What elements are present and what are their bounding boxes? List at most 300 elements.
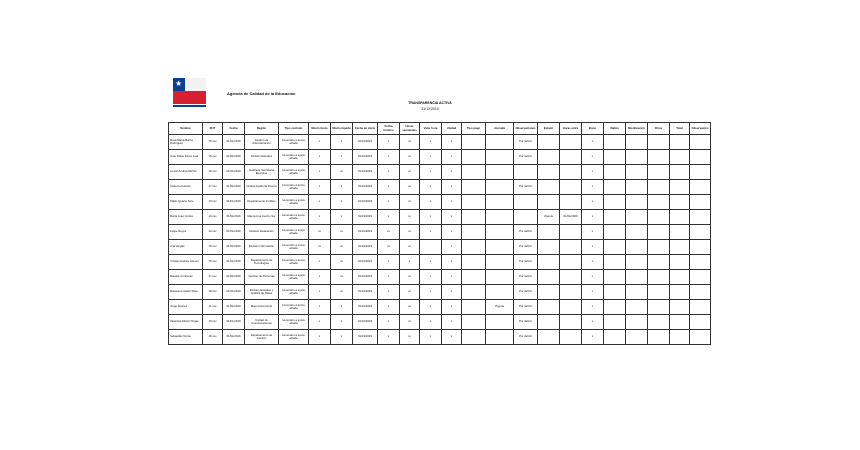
table-cell: Honorario a suma alzada	[279, 255, 309, 270]
table-cell: Cristian Andrés Gómez	[169, 255, 203, 270]
column-header: Región	[245, 123, 279, 135]
table-cell	[462, 300, 486, 315]
column-header: Total	[670, 123, 690, 135]
table-cell	[604, 270, 626, 285]
table-cell	[560, 240, 582, 255]
table-cell	[486, 330, 514, 345]
table-cell	[462, 165, 486, 180]
table-cell	[648, 330, 670, 345]
table-cell: 01/01/2019	[223, 195, 245, 210]
table-cell: x	[331, 315, 353, 330]
table-cell: x	[309, 210, 331, 225]
table-cell	[626, 180, 648, 195]
column-header: Bono	[582, 123, 604, 135]
table-cell: x	[331, 135, 353, 150]
table-cell	[626, 225, 648, 240]
table-cell: x	[420, 135, 442, 150]
table-row	[169, 270, 711, 285]
table-cell	[486, 180, 514, 195]
table-cell	[690, 270, 711, 285]
table-cell	[670, 165, 690, 180]
table-cell: 01/01/2019	[223, 225, 245, 240]
column-header: Observación	[690, 123, 711, 135]
table-cell: Unidad Auditoría Interna	[245, 180, 279, 195]
table-cell: 01/01/2019	[223, 300, 245, 315]
table-cell: 18.xxx	[203, 285, 223, 300]
table-cell: xx	[400, 195, 420, 210]
table-cell: Carla Fernández	[169, 180, 203, 195]
table-cell	[486, 240, 514, 255]
table-cell	[690, 300, 711, 315]
table-cell: x	[582, 255, 604, 270]
table-cell: Vigente	[538, 210, 560, 225]
table-cell	[538, 225, 560, 240]
table-cell	[690, 285, 711, 300]
table-cell: x	[582, 210, 604, 225]
table-cell: Por definir	[514, 285, 538, 300]
table-cell: x	[582, 150, 604, 165]
table-cell: Felipe Reyes	[169, 225, 203, 240]
table-cell	[626, 150, 648, 165]
table-cell: Gestión de Personas	[245, 270, 279, 285]
table-cell	[604, 150, 626, 165]
table-cell: Honorario a suma alzada	[279, 135, 309, 150]
table-cell	[560, 195, 582, 210]
table-cell	[604, 180, 626, 195]
table-cell: x	[331, 180, 353, 195]
table-cell: 01/01/2019	[223, 270, 245, 285]
table-cell	[604, 255, 626, 270]
table-cell: x	[442, 255, 462, 270]
table-cell	[486, 210, 514, 225]
table-cell	[560, 285, 582, 300]
table-cell: x	[442, 270, 462, 285]
table-cell: 16.xxx	[203, 165, 223, 180]
column-header: Fecha	[223, 123, 245, 135]
table-cell	[462, 195, 486, 210]
table-cell: x	[331, 300, 353, 315]
table-cell: Por definir	[514, 255, 538, 270]
table-cell: 01/01/2019	[353, 225, 378, 240]
table-cell: xx	[331, 165, 353, 180]
table-cell: Por definir	[514, 150, 538, 165]
table-cell: Ana Vargas	[169, 240, 203, 255]
table-cell	[486, 285, 514, 300]
table-cell	[690, 180, 711, 195]
table-cell	[462, 315, 486, 330]
table-cell: María José Cortés	[169, 210, 203, 225]
table-cell: Unidad de Comunicaciones	[245, 315, 279, 330]
table-cell: 01/01/2019	[223, 330, 245, 345]
table-cell: xx	[400, 300, 420, 315]
table-cell: xx	[400, 135, 420, 150]
table-cell: 17.xxx	[203, 180, 223, 195]
column-header: Tipo pago	[462, 123, 486, 135]
table-cell	[626, 240, 648, 255]
table-row	[169, 330, 711, 345]
table-cell: x	[420, 150, 442, 165]
star-icon: ★	[175, 79, 183, 88]
table-cell: 01/01/2019	[353, 330, 378, 345]
table-cell	[462, 150, 486, 165]
table-cell: x	[378, 315, 400, 330]
table-cell: Loreto Andrea Muñoz	[169, 165, 203, 180]
table-cell: Honorario a suma alzada	[279, 240, 309, 255]
table-cell	[626, 315, 648, 330]
table-cell	[670, 135, 690, 150]
table-cell	[604, 300, 626, 315]
table-cell	[690, 210, 711, 225]
table-row	[169, 315, 711, 330]
table-cell	[604, 165, 626, 180]
table-cell: xx	[309, 240, 331, 255]
column-header: Valor hora	[420, 123, 442, 135]
table-cell: x	[582, 135, 604, 150]
table-cell: x	[420, 210, 442, 225]
table-cell: x	[420, 225, 442, 240]
table-cell: 13.xxx	[203, 195, 223, 210]
table-cell: Daniela Contreras	[169, 270, 203, 285]
organization-name: Agencia de Calidad de la Educación	[227, 91, 296, 96]
table-header-row	[169, 123, 711, 135]
column-header: Fecha término	[378, 123, 400, 135]
table-cell: 01/01/2019	[353, 210, 378, 225]
table-cell	[462, 285, 486, 300]
table-cell: 17.xxx	[203, 270, 223, 285]
table-cell	[670, 315, 690, 330]
table-cell: x	[331, 330, 353, 345]
table-cell	[626, 210, 648, 225]
table-cell	[462, 225, 486, 240]
table-cell	[538, 270, 560, 285]
table-cell: Sebastián Torres	[169, 330, 203, 345]
table-cell: Por definir	[514, 270, 538, 285]
table-cell	[560, 300, 582, 315]
table-cell	[648, 195, 670, 210]
table-row	[169, 240, 711, 255]
table-cell	[670, 225, 690, 240]
table-cell: x	[582, 195, 604, 210]
table-cell	[670, 270, 690, 285]
table-cell	[604, 195, 626, 210]
table-cell	[538, 300, 560, 315]
table-cell	[538, 150, 560, 165]
table-cell: xx	[400, 285, 420, 300]
table-cell	[604, 210, 626, 225]
table-cell: x	[420, 285, 442, 300]
table-cell: Macrozona Centro Sur	[245, 210, 279, 225]
table-cell	[538, 180, 560, 195]
column-header: Monto líquido	[331, 123, 353, 135]
column-header: RUT	[203, 123, 223, 135]
table-cell: x	[420, 315, 442, 330]
table-cell: xx	[309, 225, 331, 240]
table-cell	[648, 315, 670, 330]
table-row	[169, 165, 711, 180]
table-cell	[560, 150, 582, 165]
table-cell: Por definir	[514, 180, 538, 195]
table-cell: xx	[400, 165, 420, 180]
table-cell: 01/01/2019	[223, 240, 245, 255]
table-cell: Rosa María Barría Rodríguez	[169, 135, 203, 150]
document-title: TRANSPARENCIA ACTIVA	[408, 101, 452, 105]
column-header: Monto bruto	[309, 123, 331, 135]
table-cell: 01/01/2019	[353, 165, 378, 180]
table-cell: Por definir	[514, 330, 538, 345]
table-cell: x	[309, 330, 331, 345]
table-cell	[648, 270, 670, 285]
table-cell: x	[378, 300, 400, 315]
table-cell: x	[378, 210, 400, 225]
column-header: Horas semanales	[400, 123, 420, 135]
table-cell: x	[442, 300, 462, 315]
table-cell	[604, 240, 626, 255]
table-cell: x	[582, 330, 604, 345]
table-row	[169, 300, 711, 315]
table-cell	[462, 210, 486, 225]
table-cell	[538, 240, 560, 255]
table-cell: 01/01/2019	[353, 285, 378, 300]
table-cell: 19.xxx	[203, 315, 223, 330]
table-cell	[604, 315, 626, 330]
table-cell	[486, 255, 514, 270]
table-cell	[670, 150, 690, 165]
table-cell	[670, 300, 690, 315]
table-row	[169, 225, 711, 240]
column-header: Tipo contrato	[279, 123, 309, 135]
table-row	[169, 180, 711, 195]
table-cell	[604, 330, 626, 345]
table-cell: Valentina Muñoz Rojas	[169, 315, 203, 330]
table-cell: xx	[400, 240, 420, 255]
table-cell	[462, 255, 486, 270]
table-cell	[486, 165, 514, 180]
table-cell	[626, 270, 648, 285]
table-cell: x	[442, 285, 462, 300]
table-cell: Honorario a suma alzada	[279, 315, 309, 330]
table-row	[169, 210, 711, 225]
table-cell: xx	[400, 330, 420, 345]
table-cell: 12.xxx	[203, 225, 223, 240]
table-cell: x	[442, 180, 462, 195]
column-header: Estado	[538, 123, 560, 135]
table-cell	[670, 240, 690, 255]
table-cell: xx	[378, 225, 400, 240]
table-cell: 16.xxx	[203, 330, 223, 345]
table-cell	[648, 135, 670, 150]
table-cell: 01/01/2020	[560, 210, 582, 225]
table-cell: 01/01/2019	[223, 210, 245, 225]
table-cell: Honorario a suma alzada	[279, 330, 309, 345]
table-cell: xx	[331, 240, 353, 255]
table-cell: Honorario a suma alzada	[279, 165, 309, 180]
table-cell: 01/01/2019	[353, 150, 378, 165]
table-cell	[514, 165, 538, 180]
column-header: Movilización	[626, 123, 648, 135]
table-cell	[486, 270, 514, 285]
table-cell	[604, 225, 626, 240]
table-cell	[486, 195, 514, 210]
table-cell	[604, 285, 626, 300]
table-cell: 01/01/2019	[223, 255, 245, 270]
table-cell: 15.xxx	[203, 150, 223, 165]
table-cell: x	[582, 315, 604, 330]
table-cell: xx	[331, 255, 353, 270]
table-cell: x	[442, 210, 462, 225]
table-cell	[560, 225, 582, 240]
table-cell	[538, 285, 560, 300]
table-cell	[560, 165, 582, 180]
table-cell: 01/01/2019	[353, 135, 378, 150]
staff-table	[168, 122, 711, 345]
table-cell	[462, 135, 486, 150]
table-cell: x	[442, 165, 462, 180]
table-cell: x	[582, 300, 604, 315]
table-cell: Vigente	[486, 300, 514, 315]
table-cell	[462, 180, 486, 195]
table-cell: Macrozona Norte	[245, 300, 279, 315]
table-cell	[690, 240, 711, 255]
table-cell: x	[378, 180, 400, 195]
table-cell	[648, 210, 670, 225]
table-cell: x	[582, 180, 604, 195]
column-header: Unidad	[442, 123, 462, 135]
table-cell	[648, 180, 670, 195]
table-cell: xx	[400, 315, 420, 330]
table-cell: Honorario a suma alzada	[279, 300, 309, 315]
table-cell: 15.xxx	[203, 255, 223, 270]
table-cell	[690, 255, 711, 270]
table-cell	[648, 285, 670, 300]
table-cell: x	[442, 195, 462, 210]
table-cell: Honorario a suma alzada	[279, 285, 309, 300]
table-cell	[538, 255, 560, 270]
table-cell: Departamento de Gestión	[245, 330, 279, 345]
table-row	[169, 285, 711, 300]
table-cell: 15.xxx	[203, 135, 223, 150]
table-cell	[690, 135, 711, 150]
table-cell	[560, 270, 582, 285]
table-cell	[462, 330, 486, 345]
table-cell	[626, 285, 648, 300]
table-cell: Honorario a suma alzada	[279, 195, 309, 210]
table-row	[169, 255, 711, 270]
table-cell: Honorario a suma alzada	[279, 210, 309, 225]
table-cell: x	[378, 165, 400, 180]
table-cell	[648, 255, 670, 270]
table-cell	[538, 195, 560, 210]
table-cell: Macarena Isabel Silva	[169, 285, 203, 300]
table-cell: xx	[400, 225, 420, 240]
table-cell: Departamento de Tecnologías	[245, 255, 279, 270]
table-cell: x	[582, 225, 604, 240]
table-cell: 01/01/2019	[223, 135, 245, 150]
table-cell: x	[442, 135, 462, 150]
table-cell	[690, 315, 711, 330]
column-header: Observaciones	[514, 123, 538, 135]
table-cell: x	[582, 165, 604, 180]
table-row	[169, 195, 711, 210]
table-cell	[626, 330, 648, 345]
table-cell: 01/01/2019	[353, 195, 378, 210]
table-cell	[462, 270, 486, 285]
table-cell	[670, 210, 690, 225]
table-cell: x	[309, 315, 331, 330]
table-cell: x	[309, 255, 331, 270]
table-cell: 01/01/2019	[353, 180, 378, 195]
table-cell: 11.xxx	[203, 300, 223, 315]
table-cell: División Estudios	[245, 150, 279, 165]
table-cell: x	[442, 240, 462, 255]
table-cell	[420, 240, 442, 255]
table-cell: División Información	[245, 240, 279, 255]
table-cell: 14.xxx	[203, 210, 223, 225]
table-cell	[626, 165, 648, 180]
column-header: Horas extra	[560, 123, 582, 135]
table-cell	[648, 165, 670, 180]
table-cell	[486, 315, 514, 330]
table-cell	[670, 180, 690, 195]
table-cell	[648, 240, 670, 255]
table-cell: Honorario a suma alzada	[279, 270, 309, 285]
table-cell	[670, 195, 690, 210]
table-cell: x	[442, 315, 462, 330]
table-cell: x	[309, 300, 331, 315]
column-header: Viático	[604, 123, 626, 135]
table-cell: x	[378, 270, 400, 285]
table-cell: x	[378, 135, 400, 150]
table-cell	[486, 135, 514, 150]
table-cell: 01/01/2019	[353, 300, 378, 315]
table-cell	[538, 165, 560, 180]
table-cell: 01/01/2019	[223, 150, 245, 165]
column-header: Nombre	[169, 123, 203, 135]
table-cell	[690, 330, 711, 345]
table-cell	[690, 225, 711, 240]
table-cell: x	[442, 330, 462, 345]
table-cell: xx	[331, 285, 353, 300]
table-cell: xx	[331, 270, 353, 285]
table-cell	[670, 330, 690, 345]
table-cell: x	[420, 330, 442, 345]
table-cell: xx	[400, 150, 420, 165]
table-cell: x	[582, 285, 604, 300]
table-cell	[690, 165, 711, 180]
table-cell: x	[582, 240, 604, 255]
table-cell	[538, 315, 560, 330]
table-cell	[538, 330, 560, 345]
table-cell: x	[420, 180, 442, 195]
table-cell: Departamento Jurídico	[245, 195, 279, 210]
table-cell: x	[331, 210, 353, 225]
table-cell	[670, 255, 690, 270]
table-cell	[648, 300, 670, 315]
table-cell: Jorge Álvarez	[169, 300, 203, 315]
table-cell: x	[309, 270, 331, 285]
table-cell	[648, 150, 670, 165]
table-cell: x	[420, 300, 442, 315]
table-cell	[648, 225, 670, 240]
table-cell: 01/01/2019	[353, 255, 378, 270]
table-cell: x	[378, 285, 400, 300]
table-cell: x	[442, 225, 462, 240]
table-cell	[538, 135, 560, 150]
table-cell: xx	[400, 180, 420, 195]
table-cell: x	[309, 150, 331, 165]
table-cell: x	[331, 195, 353, 210]
table-cell: x	[400, 255, 420, 270]
table-cell	[560, 180, 582, 195]
